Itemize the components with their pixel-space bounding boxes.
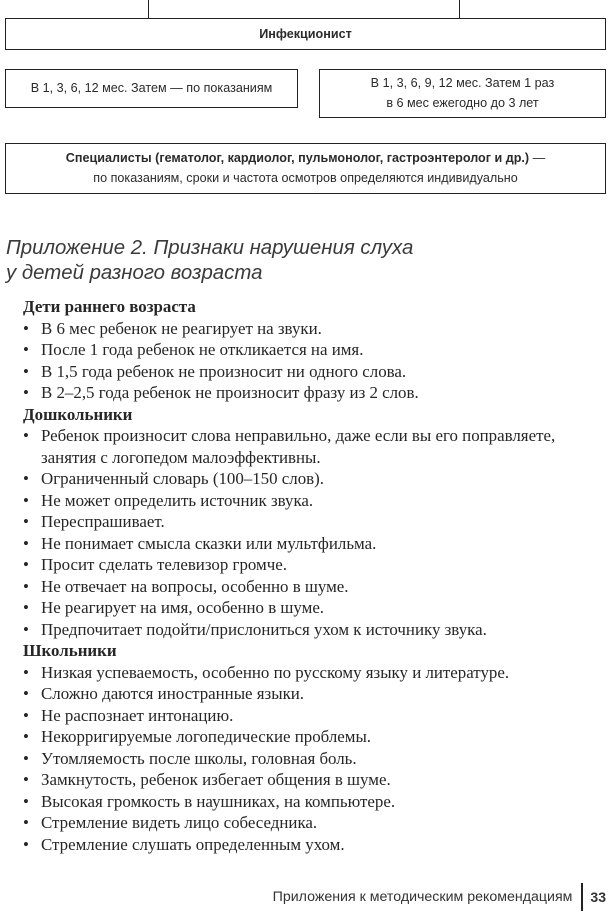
- list-item: • Просит сделать телевизор громче.: [23, 554, 608, 576]
- specialists-box: [5, 143, 606, 194]
- list-item: • Не распознает интонацию.: [23, 705, 608, 727]
- list-item: • Стремление видеть лицо собеседника.: [23, 812, 608, 834]
- list-item: • Не может определить источник звука.: [23, 490, 608, 512]
- section-title: Дошкольники: [23, 404, 133, 424]
- list-item: • Некорригируемые логопедические проблемы.: [23, 726, 608, 748]
- section-preschoolers: [23, 404, 608, 641]
- appendix-heading-line2: у детей разного возраста: [6, 262, 263, 284]
- schedule-left-text: В 1, 3, 6, 12 мес. Затем — по показаниям: [30, 81, 273, 95]
- connector-line-left: [148, 0, 149, 19]
- bullet-list: [23, 425, 608, 640]
- footer-running-title: Приложения к методическим рекомендациям: [272, 889, 573, 905]
- section-schoolchildren: [23, 640, 608, 855]
- appendix-heading: [6, 236, 606, 286]
- list-item: • В 1,5 года ребенок не произносит ни одного слова.: [23, 361, 608, 383]
- schedule-box-right: [319, 69, 606, 118]
- list-item: • После 1 года ребенок не откликается на имя.: [23, 339, 608, 361]
- infectionist-box: [5, 18, 606, 50]
- bullet-list: [23, 318, 608, 404]
- appendix-heading-line1: Приложение 2. Признаки нарушения слуха: [6, 237, 414, 259]
- list-item: • В 6 мес ребенок не реагирует на звуки.: [23, 318, 608, 340]
- page-number: 33: [590, 889, 606, 905]
- infectionist-label: Инфекционист: [259, 26, 352, 41]
- schedule-right-line2: в 6 мес ежегодно до 3 лет: [386, 95, 539, 110]
- hearing-signs-content: [23, 296, 608, 855]
- connector-line-right: [459, 0, 460, 19]
- page-footer: [273, 882, 612, 912]
- list-item: • Ребенок произносит слова неправильно, даже если вы его поправляете, занятия с логопедом малоэффективны.: [23, 425, 608, 468]
- section-title: Школьники: [23, 641, 117, 660]
- list-item: • Стремление слушать определенным ухом.: [23, 834, 608, 856]
- list-item: • Сложно даются иностранные языки.: [23, 683, 608, 705]
- schedule-right-line1: В 1, 3, 6, 9, 12 мес. Затем 1 раз: [370, 76, 555, 90]
- footer-separator: [581, 883, 583, 911]
- list-item: • Не понимает смысла сказки или мультфильма.: [23, 533, 608, 555]
- list-item: • Высокая громкость в наушниках, на компьютере.: [23, 791, 608, 813]
- specialists-dash: —: [529, 151, 546, 165]
- section-early-childhood: [23, 296, 608, 404]
- list-item: • Замкнутость, ребенок избегает общения в шуме.: [23, 769, 608, 791]
- list-item: • Утомляемость после школы, головная боль.: [23, 748, 608, 770]
- list-item: • Ограниченный словарь (100–150 слов).: [23, 468, 608, 490]
- list-item: • Переспрашивает.: [23, 511, 608, 533]
- list-item: • Низкая успеваемость, особенно по русскому языку и литературе.: [23, 662, 608, 684]
- list-item: • Не отвечает на вопросы, особенно в шуме.: [23, 576, 608, 598]
- specialists-line2: по показаниям, сроки и частота осмотров определяются индивидуально: [93, 170, 518, 185]
- section-title: Дети раннего возраста: [23, 297, 196, 316]
- bullet-list: [23, 662, 608, 856]
- list-item: • Предпочитает подойти/прислониться ухом к источнику звука.: [23, 619, 608, 641]
- specialists-title: Специалисты (гематолог, кардиолог, пульмонолог, гастроэнтеролог и др.): [65, 151, 530, 165]
- list-item: • В 2–2,5 года ребенок не произносит фразу из 2 слов.: [23, 382, 608, 404]
- schedule-box-left: [5, 69, 298, 108]
- list-item: • Не реагирует на имя, особенно в шуме.: [23, 597, 608, 619]
- specialists-line1: [66, 149, 545, 169]
